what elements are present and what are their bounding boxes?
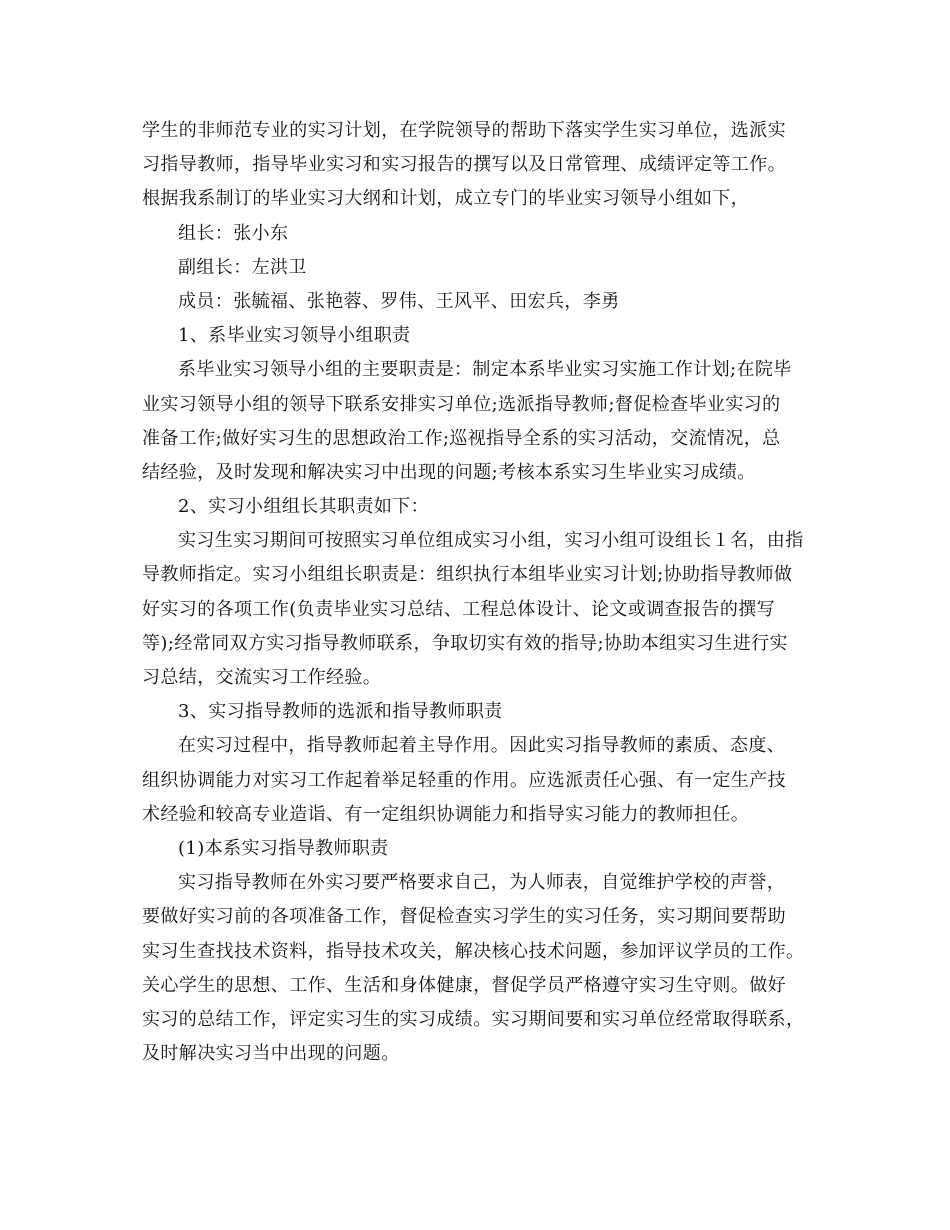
text-line: 实习指导教师在外实习要严格要求自己，为人师表，自觉维护学校的声誉， — [178, 872, 786, 894]
text-line: 系毕业实习领导小组的主要职责是：制定本系毕业实习实施工作计划;在院毕 — [178, 359, 792, 381]
text-line: 业实习领导小组的领导下联系安排实习单位;选派指导教师;督促检查毕业实习的 — [142, 393, 781, 415]
leader-line: 组长：张小东 — [178, 222, 289, 244]
text-line: 实习生实习期间可按照实习单位组成实习小组，实习小组可设组长１名，由指 — [178, 530, 804, 552]
text-line: 好实习的各项工作(负责毕业实习总结、工程总体设计、论文或调查报告的撰写 — [142, 598, 776, 620]
text-line: 在实习过程中，指导教师起着主导作用。因此实习指导教师的素质、态度、 — [178, 735, 786, 757]
text-line: 关心学生的思想、工作、生活和身体健康，督促学员严格遵守实习生守则。做好 — [142, 974, 786, 996]
text-line: 实习的总结工作，评定实习生的实习成绩。实习期间要和实习单位经常取得联系， — [142, 1008, 805, 1030]
text-line: 习指导教师，指导毕业实习和实习报告的撰写以及日常管理、成绩评定等工作。 — [142, 154, 786, 176]
text-line: 结经验，及时发现和解决实习中出现的问题;考核本系实习生毕业实习成绩。 — [142, 461, 756, 483]
text-line: 要做好实习前的各项准备工作，督促检查实习学生的实习任务，实习期间要帮助 — [142, 906, 786, 928]
text-line: 习总结，交流实习工作经验。 — [142, 667, 382, 688]
deputy-leader-line: 副组长：左洪卫 — [178, 256, 307, 278]
text-line: 学生的非师范专业的实习计划，在学院领导的帮助下落实学生实习单位，选派实 — [142, 120, 786, 141]
text-line: 等);经常同双方实习指导教师联系，争取切实有效的指导;协助本组实习生进行实 — [142, 632, 788, 654]
text-line: 实习生查找技术资料，指导技术攻关，解决核心技术问题，参加评议学员的工作。 — [142, 940, 805, 962]
text-line: 准备工作;做好实习生的思想政治工作;巡视指导全系的实习活动，交流情况，总 — [142, 427, 781, 449]
members-line: 成员：张毓福、张艳蓉、罗伟、王风平、田宏兵，李勇 — [178, 290, 620, 312]
section-heading: 1、系毕业实习领导小组职责 — [178, 325, 411, 347]
text-line: 及时解决实习当中出现的问题。 — [142, 1043, 400, 1065]
section-heading: 2、实习小组组长其职责如下： — [178, 496, 430, 518]
text-line: 根据我系制订的毕业实习大纲和计划，成立专门的毕业实习领导小组如下， — [142, 188, 750, 210]
section-heading: 3、实习指导教师的选派和指导教师职责 — [178, 701, 503, 723]
text-line: 术经验和较高专业造诣、有一定组织协调能力和指导实习能力的教师担任。 — [142, 803, 750, 825]
text-line: 导教师指定。实习小组组长职责是：组织执行本组毕业实习计划;协助指导教师做 — [142, 564, 793, 586]
subsection-heading: (1)本系实习指导教师职责 — [178, 837, 389, 859]
document-body — [142, 114, 812, 1071]
text-line: 组织协调能力对实习工作起着举足轻重的作用。应选派责任心强、有一定生产技 — [142, 769, 786, 791]
